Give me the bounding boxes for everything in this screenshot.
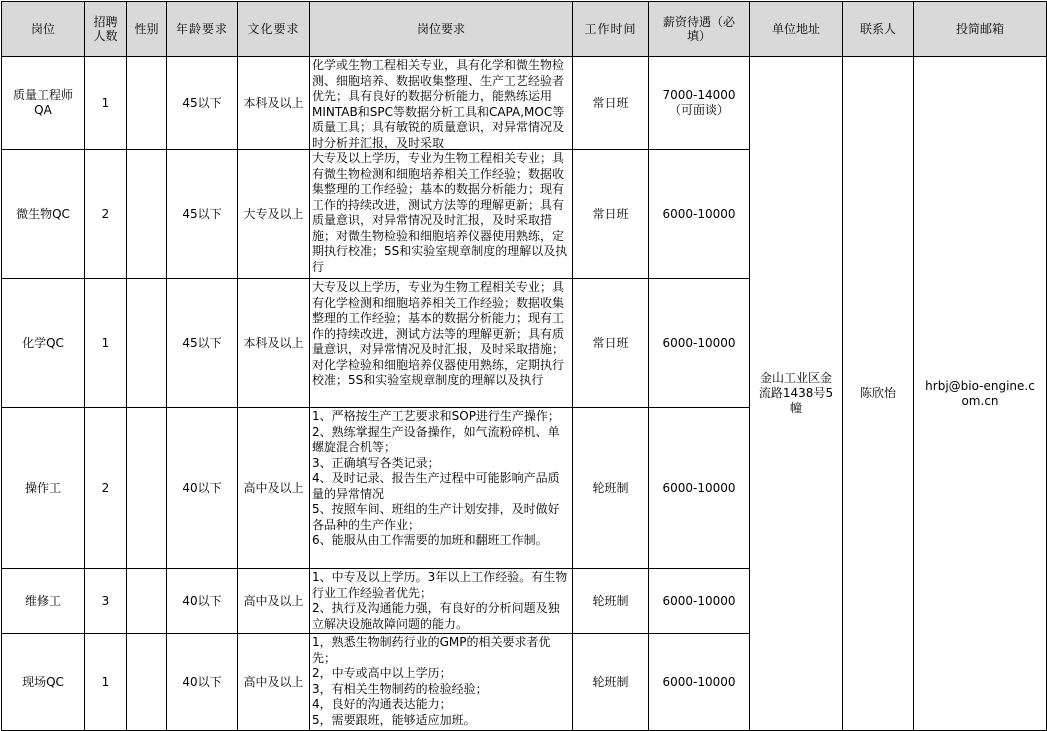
salary-cell: 6000-10000 (649, 150, 750, 279)
headcount-cell: 3 (85, 569, 127, 634)
address-cell: 金山工业区金流路1438号5幢 (750, 57, 843, 731)
requirements-text: 1、严格按生产工艺要求和SOP进行生产操作； 2、熟练掌握生产设备操作，如气流粉碎机、单螺旋混合机等； 3、正确填写各类记录； 4、及时记录、报告生产过程中可能影响产品质量的异常情况 5、按照车间、班组的生产计划安排，及时做好各品种的生产作业； 6、能服从由工作需要的加班和翻班工作制。 (312, 409, 560, 547)
header-education: 文化要求 (238, 2, 310, 57)
work-time-cell: 轮班制 (573, 569, 649, 634)
requirements-cell (310, 279, 573, 408)
age-cell: 40以下 (167, 408, 238, 569)
gender-cell (127, 569, 167, 634)
position-cell: 质量工程师QA (2, 57, 85, 150)
position-cell: 维修工 (2, 569, 85, 634)
position-cell: 操作工 (2, 408, 85, 569)
headcount-cell: 2 (85, 150, 127, 279)
gender-cell (127, 279, 167, 408)
gender-cell (127, 634, 167, 731)
salary-cell: 7000-14000（可面谈） (649, 57, 750, 150)
position-cell: 微生物QC (2, 150, 85, 279)
education-cell: 大专及以上 (238, 150, 310, 279)
position-cell: 化学QC (2, 279, 85, 408)
education-cell: 高中及以上 (238, 569, 310, 634)
age-cell: 45以下 (167, 150, 238, 279)
header-address: 单位地址 (750, 2, 843, 57)
work-time-cell: 常日班 (573, 150, 649, 279)
headcount-cell: 1 (85, 279, 127, 408)
requirements-cell (310, 408, 573, 569)
headcount-cell: 2 (85, 408, 127, 569)
contact-cell: 陈欣怡 (843, 57, 914, 731)
education-cell: 本科及以上 (238, 279, 310, 408)
requirements-text: 大专及以上学历，专业为生物工程相关专业；具有化学检测和细胞培养相关工作经验；数据收集整理的工作经验；基本的数据分析能力；现有工作的持续改进，测试方法等的理解更新；具有质量意识，对异常情况及时汇报，及时采取措施；对化学检验和细胞培养仪器使用熟练，定期执行校准；5S和实验室规章制度的理解以及执行 (312, 280, 565, 387)
header-salary-text: 薪资待遇（必 填） (662, 15, 735, 43)
requirements-text: 1、中专及以上学历。3年以上工作经验。有生物行业工作经验者优先； 2、执行及沟通能力强，有良好的分析问题及独立解决设施故障问题的能力。 (312, 570, 568, 631)
email-cell: hrbj@bio-engine.com.cn (914, 57, 1047, 731)
headcount-cell: 1 (85, 57, 127, 150)
header-contact: 联系人 (843, 2, 914, 57)
requirements-cell (310, 634, 573, 731)
requirements-text: 1，熟悉生物制药行业的GMP的相关要求者优先； 2，中专或高中以上学历； 3，有相关生物制药的检验经验； 4，良好的沟通表达能力； 5，需要跟班，能够适应加班。 (312, 635, 551, 727)
gender-cell (127, 57, 167, 150)
headcount-cell: 1 (85, 634, 127, 731)
gender-cell (127, 408, 167, 569)
requirements-cell (310, 569, 573, 634)
salary-cell: 6000-10000 (649, 279, 750, 408)
header-position: 岗位 (2, 2, 85, 57)
gender-cell (127, 150, 167, 279)
header-age: 年龄要求 (167, 2, 238, 57)
salary-cell: 6000-10000 (649, 569, 750, 634)
education-cell: 本科及以上 (238, 57, 310, 150)
requirements-cell (310, 57, 573, 150)
table-row (2, 57, 1047, 150)
header-requirements: 岗位要求 (310, 2, 573, 57)
work-time-cell: 轮班制 (573, 634, 649, 731)
header-headcount-text: 招聘 人数 (93, 15, 118, 43)
position-cell: 现场QC (2, 634, 85, 731)
salary-cell: 6000-10000 (649, 408, 750, 569)
education-cell: 高中及以上 (238, 634, 310, 731)
age-cell: 45以下 (167, 279, 238, 408)
header-work-time: 工作时间 (573, 2, 649, 57)
work-time-cell: 轮班制 (573, 408, 649, 569)
work-time-cell: 常日班 (573, 279, 649, 408)
age-cell: 40以下 (167, 634, 238, 731)
requirements-text: 大专及以上学历，专业为生物工程相关专业；具有微生物检测和细胞培养相关工作经验；数据收集整理的工作经验；基本的数据分析能力；现有工作的持续改进，测试方法等的理解更新；具有质量意识，对异常情况及时汇报，及时采取措施；对微生物检验和细胞培养仪器使用熟练，定期执行校准；5S和实验室规章制度的理解以及执行 (312, 151, 568, 274)
work-time-cell: 常日班 (573, 57, 649, 150)
requirements-cell (310, 150, 573, 279)
requirements-text: 化学或生物工程相关专业，具有化学和微生物检测、细胞培养、数据收集整理、生产工艺经验者优先；具有良好的数据分析能力，能熟练运用MINTAB和SPC等数据分析工具和CAPA,MOC等质量工具；具有敏锐的质量意识，对异常情况及时分析并汇报，及时采取 (312, 58, 565, 149)
age-cell: 40以下 (167, 569, 238, 634)
salary-cell: 6000-10000 (649, 634, 750, 731)
header-headcount (85, 2, 127, 57)
header-salary (649, 2, 750, 57)
job-table (1, 1, 1047, 731)
age-cell: 45以下 (167, 57, 238, 150)
header-gender: 性别 (127, 2, 167, 57)
education-cell: 高中及以上 (238, 408, 310, 569)
header-row (2, 2, 1047, 57)
header-email: 投简邮箱 (914, 2, 1047, 57)
